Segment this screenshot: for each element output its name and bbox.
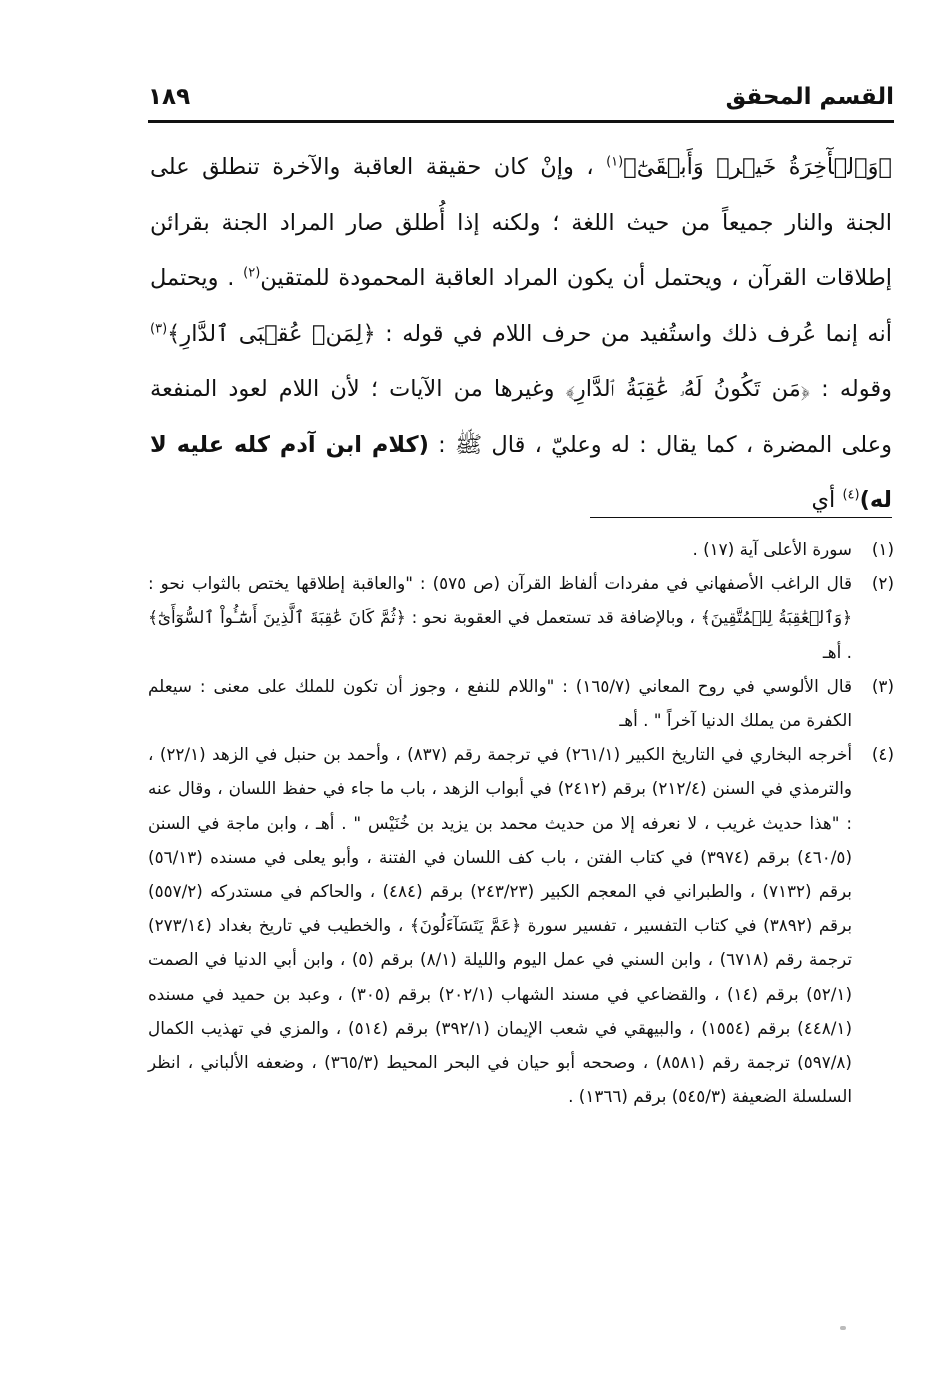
hadith-quote: (كلام ابن آدم كله عليه لا له) xyxy=(150,431,892,513)
main-text xyxy=(150,140,892,529)
text-run: . ويحتمل أنه إنما عُرف ذلك واستُفيد من حرف اللام في قوله : xyxy=(150,265,892,347)
footnote-text: قال الألوسي في روح المعاني (١٦٥/٧) : "واللام للنفع ، وجوز أن تكون للملك على معنى : سيعلم الكفرة من يملك الدنيا آخراً " . أهـ xyxy=(148,675,852,731)
footnote-number: (١) xyxy=(871,539,894,559)
footnote-number: (٣) xyxy=(871,675,894,696)
text-run: وغيرها من الآيات ؛ لأن اللام لعود المنفعة وعلى المضرة ، كما يقال : له وعليّ ، قال ﷺ : xyxy=(150,376,892,458)
footnote-number: (٢) xyxy=(871,573,894,594)
footnote-number: (٤) xyxy=(871,744,894,765)
scan-speck xyxy=(840,1326,846,1330)
footnote-text: قال الراغب الأصفهاني في مفردات ألفاظ القرآن (ص ٥٧٥) : "والعاقبة إطلاقها يختص بالثواب نحو : ﴿وَٱلۡعَٰقِبَةُ لِلۡمُتَّقِينَ﴾ ، وبالإضافة قد تستعمل في العقوبة نحو : ﴿ثُمَّ كَانَ عَٰقِبَةَ ٱلَّذِينَ أَسَٰٓـُٔواْ ٱلسُّوٓأَىٰٓ﴾ . أهـ xyxy=(148,573,853,662)
page-number: ١٨٩ xyxy=(148,84,191,110)
footnotes xyxy=(148,532,894,1113)
footnote-text: أخرجه البخاري في التاريخ الكبير (٢٦١/١) في ترجمة رقم (٨٣٧) ، وأحمد بن حنبل في الزهد (٢٢/١) ، والترمذي في السنن (٢١٢/٤) برقم (٢٤١٢) في أبواب الزهد ، باب ما جاء في حفظ اللسان ، وقال عنه : "هذا حديث غريب ، لا نعرفه إلا من حديث محمد بن يزيد بن خُنَيْس " . أهـ ، وابن ماجة في السنن (٤٦٠/٥) برقم (٣٩٧٤) في كتاب الفتن ، باب كف اللسان في الفتنة ، وأبو يعلى في مسنده (٥٦/١٣) برقم (٧١٣٢) ، والطبراني في المعجم الكبير (٢٤٣/٢٣) برقم (٤٨٤) ، والحاكم في مستدركه (٥٥٧/٢) برقم (٣٨٩٢) في كتاب التفسير ، تفسير سورة ﴿عَمَّ يَتَسَآءَلُونَ﴾ ، والخطيب في تاريخ بغداد (٢٧٣/١٤) ترجمة رقم (٦٧١٨) ، وابن السني في عمل اليوم والليلة (٨/١) برقم (٥) ، وابن أبي الدنيا في الصمت (٥٢/١) برقم (١٤) ، والقضاعي في مسند الشهاب (٢٠٢/١) برقم (٣٠٥) ، وعبد بن حميد في مسنده (٤٤٨/١) برقم (١٥٥٤) ، والبيهقي في شعب الإيمان (٣٩٢/١) برقم (٥١٤) ، والمزي في تهذيب الكمال (٥٩٧/٨) ترجمة رقم (٨٥٨١) ، وصححه أبو حيان في البحر المحيط (٣٦٥/٣) ، وضعفه الألباني ، انظر السلسلة الضعيفة (٥٤٥/٣) برقم (١٣٦٦) . xyxy=(148,744,853,1107)
running-header xyxy=(148,84,894,120)
footnote-separator xyxy=(590,517,892,518)
text-run: أي xyxy=(811,487,836,513)
footnote xyxy=(148,532,894,566)
footnote xyxy=(148,669,894,737)
main-paragraph xyxy=(150,140,892,529)
text-run: ، وإنْ كان حقيقة العاقبة والآخرة تنطلق على الجنة والنار جميعاً من حيث اللغة ؛ ولكنه إذا أُطلق صار المراد الجنة بقرائن إطلاقات القرآن ، ويحتمل أن يكون المراد العاقبة المحمودة للمتقين xyxy=(150,154,893,291)
footnote-ref: (٣) xyxy=(150,321,168,336)
footnote xyxy=(148,566,894,669)
footnote-ref: (٤) xyxy=(842,487,860,503)
quran-quote: ﴿وَٱلۡأٓخِرَةُ خَيۡرٞ وَأَبۡقَىٰٓ﴾ xyxy=(623,154,892,180)
header-rule xyxy=(148,120,894,123)
section-title: القسم المحقق xyxy=(725,84,894,110)
text-run: وقوله : xyxy=(821,376,892,402)
footnote xyxy=(148,737,894,1113)
footnote-ref: (١) xyxy=(606,154,624,170)
footnote-text: سورة الأعلى آية (١٧) . xyxy=(692,539,852,559)
quran-quote: ﴿لِمَنۡ عُقۡبَى ٱلدَّارِ﴾ xyxy=(167,320,376,347)
footnote-ref: (٢) xyxy=(243,265,261,281)
quran-quote: ﴿مَن تَكُونُ لَهُۥ عَٰقِبَةُ ٱلدَّارِ﴾ xyxy=(565,376,810,402)
